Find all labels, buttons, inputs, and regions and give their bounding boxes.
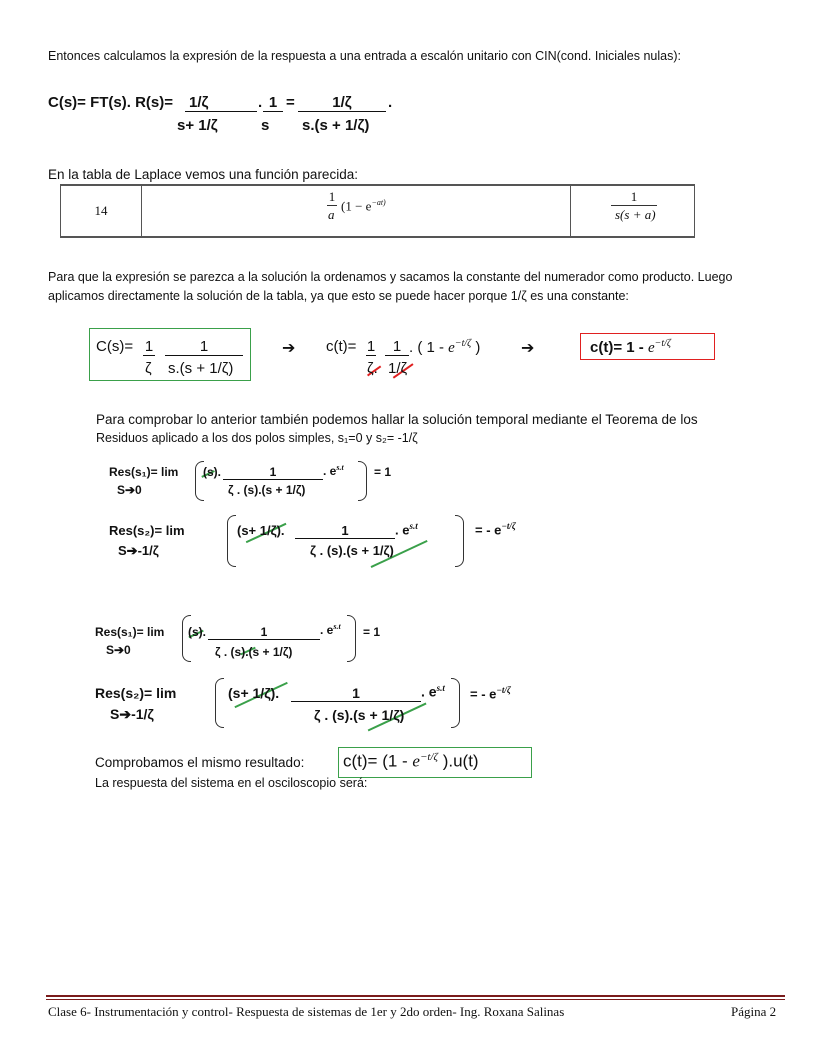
time-rest: ($1 - e^{-at)}$ [341,198,386,214]
res3-num: 1 [208,625,320,640]
res4-rhs: = - $e^{-t/\zeta}$ [470,685,511,702]
eq1-lhs: C(s)= FT(s). R(s)= [48,94,174,111]
eq1-end: . [388,94,393,111]
eq1-num1: 1/ζ [185,94,257,112]
eq1-num2: 1 [263,94,283,112]
eq2-lhs: C(s)= [96,338,134,355]
row-number: 14 [61,185,142,237]
res3-exp: . $e^{s.t}$ [320,622,341,637]
check-label: Comprobamos el mismo resultado: [95,755,305,770]
page-number: Página 2 [731,1004,777,1019]
res2-exp: . $e^{s.t}$ [395,521,418,538]
eq2-ct-num1: 1 [366,338,376,355]
eq2-num2: 1 [165,338,243,356]
res2-lim: S➔-1/ζ [118,543,159,558]
laplace-table [60,184,695,238]
res1-rhs: = 1 [374,465,392,479]
res3-lhs: Res(s₁)= lim [95,625,165,639]
right-bracket [347,615,356,662]
res4-lim: S➔-1/ζ [110,706,154,722]
time-den: a [328,207,335,222]
res4-lhs: Res(s₂)= lim [95,685,177,701]
eq1-den2: s [261,117,270,134]
eq2-den2: s.(s + 1/ζ) [168,360,234,377]
time-num: 1 [328,189,336,204]
res1-lim: S➔0 [117,483,142,497]
arrow-right-icon: ➔ [521,340,535,357]
res2-den: ζ . (s).(s + 1/ζ) [310,543,394,558]
footer-divider-thin [46,999,785,1000]
footer-divider [46,995,785,997]
left-bracket [227,515,236,567]
res2-rhs: = - $e^{-t/\zeta}$ [475,521,516,538]
eq2-paren: . ( $1 - e^{-t/\zeta}$ ) [409,338,481,356]
res4-num-a: (s+ 1/ζ). [228,685,280,701]
res4-den: ζ . (s).(s + 1/ζ) [314,707,405,723]
eq2-num1: 1 [144,338,154,355]
s-num: 1 [611,189,657,206]
eq1-equals: = [286,94,295,111]
right-bracket [358,461,367,501]
check-result: $c(t)= (1 - e^{-t/\zeta}$ ).u(t) [343,751,479,771]
table-row [61,185,695,237]
arrow-right-icon: ➔ [282,340,296,357]
res1-num: 1 [223,465,323,480]
oscilloscope-text: La respuesta del sistema en el osciloscopio será: [95,776,368,790]
res3-lim: S➔0 [106,643,131,657]
eq1-den1: s+ 1/ζ [177,117,218,134]
res2-num: 1 [295,523,395,539]
eq2-ct-den2: 1/ζ [388,360,408,377]
res2-num-a: (s+ 1/ζ). [237,523,285,538]
eq1-dot: . [258,94,263,111]
intro-text: Entonces calculamos la expresión de la respuesta a una entrada a escalón unitario con CIN(cond. Iniciales nulas): [48,49,682,63]
res1-den: ζ . (s).(s + 1/ζ) [228,483,306,497]
eq1-num3: 1/ζ [298,94,386,112]
res3-den: ζ . (s).(s + 1/ζ) [215,645,293,659]
res4-num: 1 [291,685,421,702]
ct-result: $c(t)= 1 - e^{-t/\zeta}$ [590,338,671,356]
s-den: s(s + a) [615,207,656,222]
res3-rhs: = 1 [363,625,381,639]
eq1-den3: s.(s + 1/ζ) [302,117,370,134]
footer-text: Clase 6- Instrumentación y control- Respuesta de sistemas de 1er y 2do orden- Ing. Roxana Salinas [48,1004,565,1019]
eq2-ct: c(t)= [326,338,357,355]
paragraph-line-1: Para que la expresión se parezca a la solución la ordenamos y sacamos la constante del numerador como producto. Luego [48,270,733,284]
right-bracket [455,515,464,567]
left-bracket [215,678,224,728]
eq2-ct-den1: ζ. [367,360,378,377]
laplace-intro: En la tabla de Laplace vemos una función parecida: [48,167,358,182]
res3-num-a: (s). [188,625,206,639]
eq2-den1: ζ [145,360,152,377]
time-function [142,185,571,237]
res1-num-a: (s). [203,465,221,479]
res4-exp: . $e^{s.t}$ [421,683,445,700]
res2-lhs: Res(s₂)= lim [109,523,185,538]
paragraph-line-2: aplicamos directamente la solución de la tabla, ya que esto se puede hacer porque 1/ζ es una constante: [48,289,629,303]
right-bracket [451,678,460,728]
eq2-ct-num2: 1 [385,338,409,356]
s-function [571,185,695,237]
paragraph-line-3: Para comprobar lo anterior también podemos hallar la solución temporal mediante el Teorema de los [96,412,698,427]
res1-exp: . $e^{s.t}$ [323,463,344,478]
paragraph-line-4: Residuos aplicado a los dos polos simples, s₁=0 y s₂= -1/ζ [96,431,418,445]
res1-lhs: Res(s₁)= lim [109,465,179,479]
